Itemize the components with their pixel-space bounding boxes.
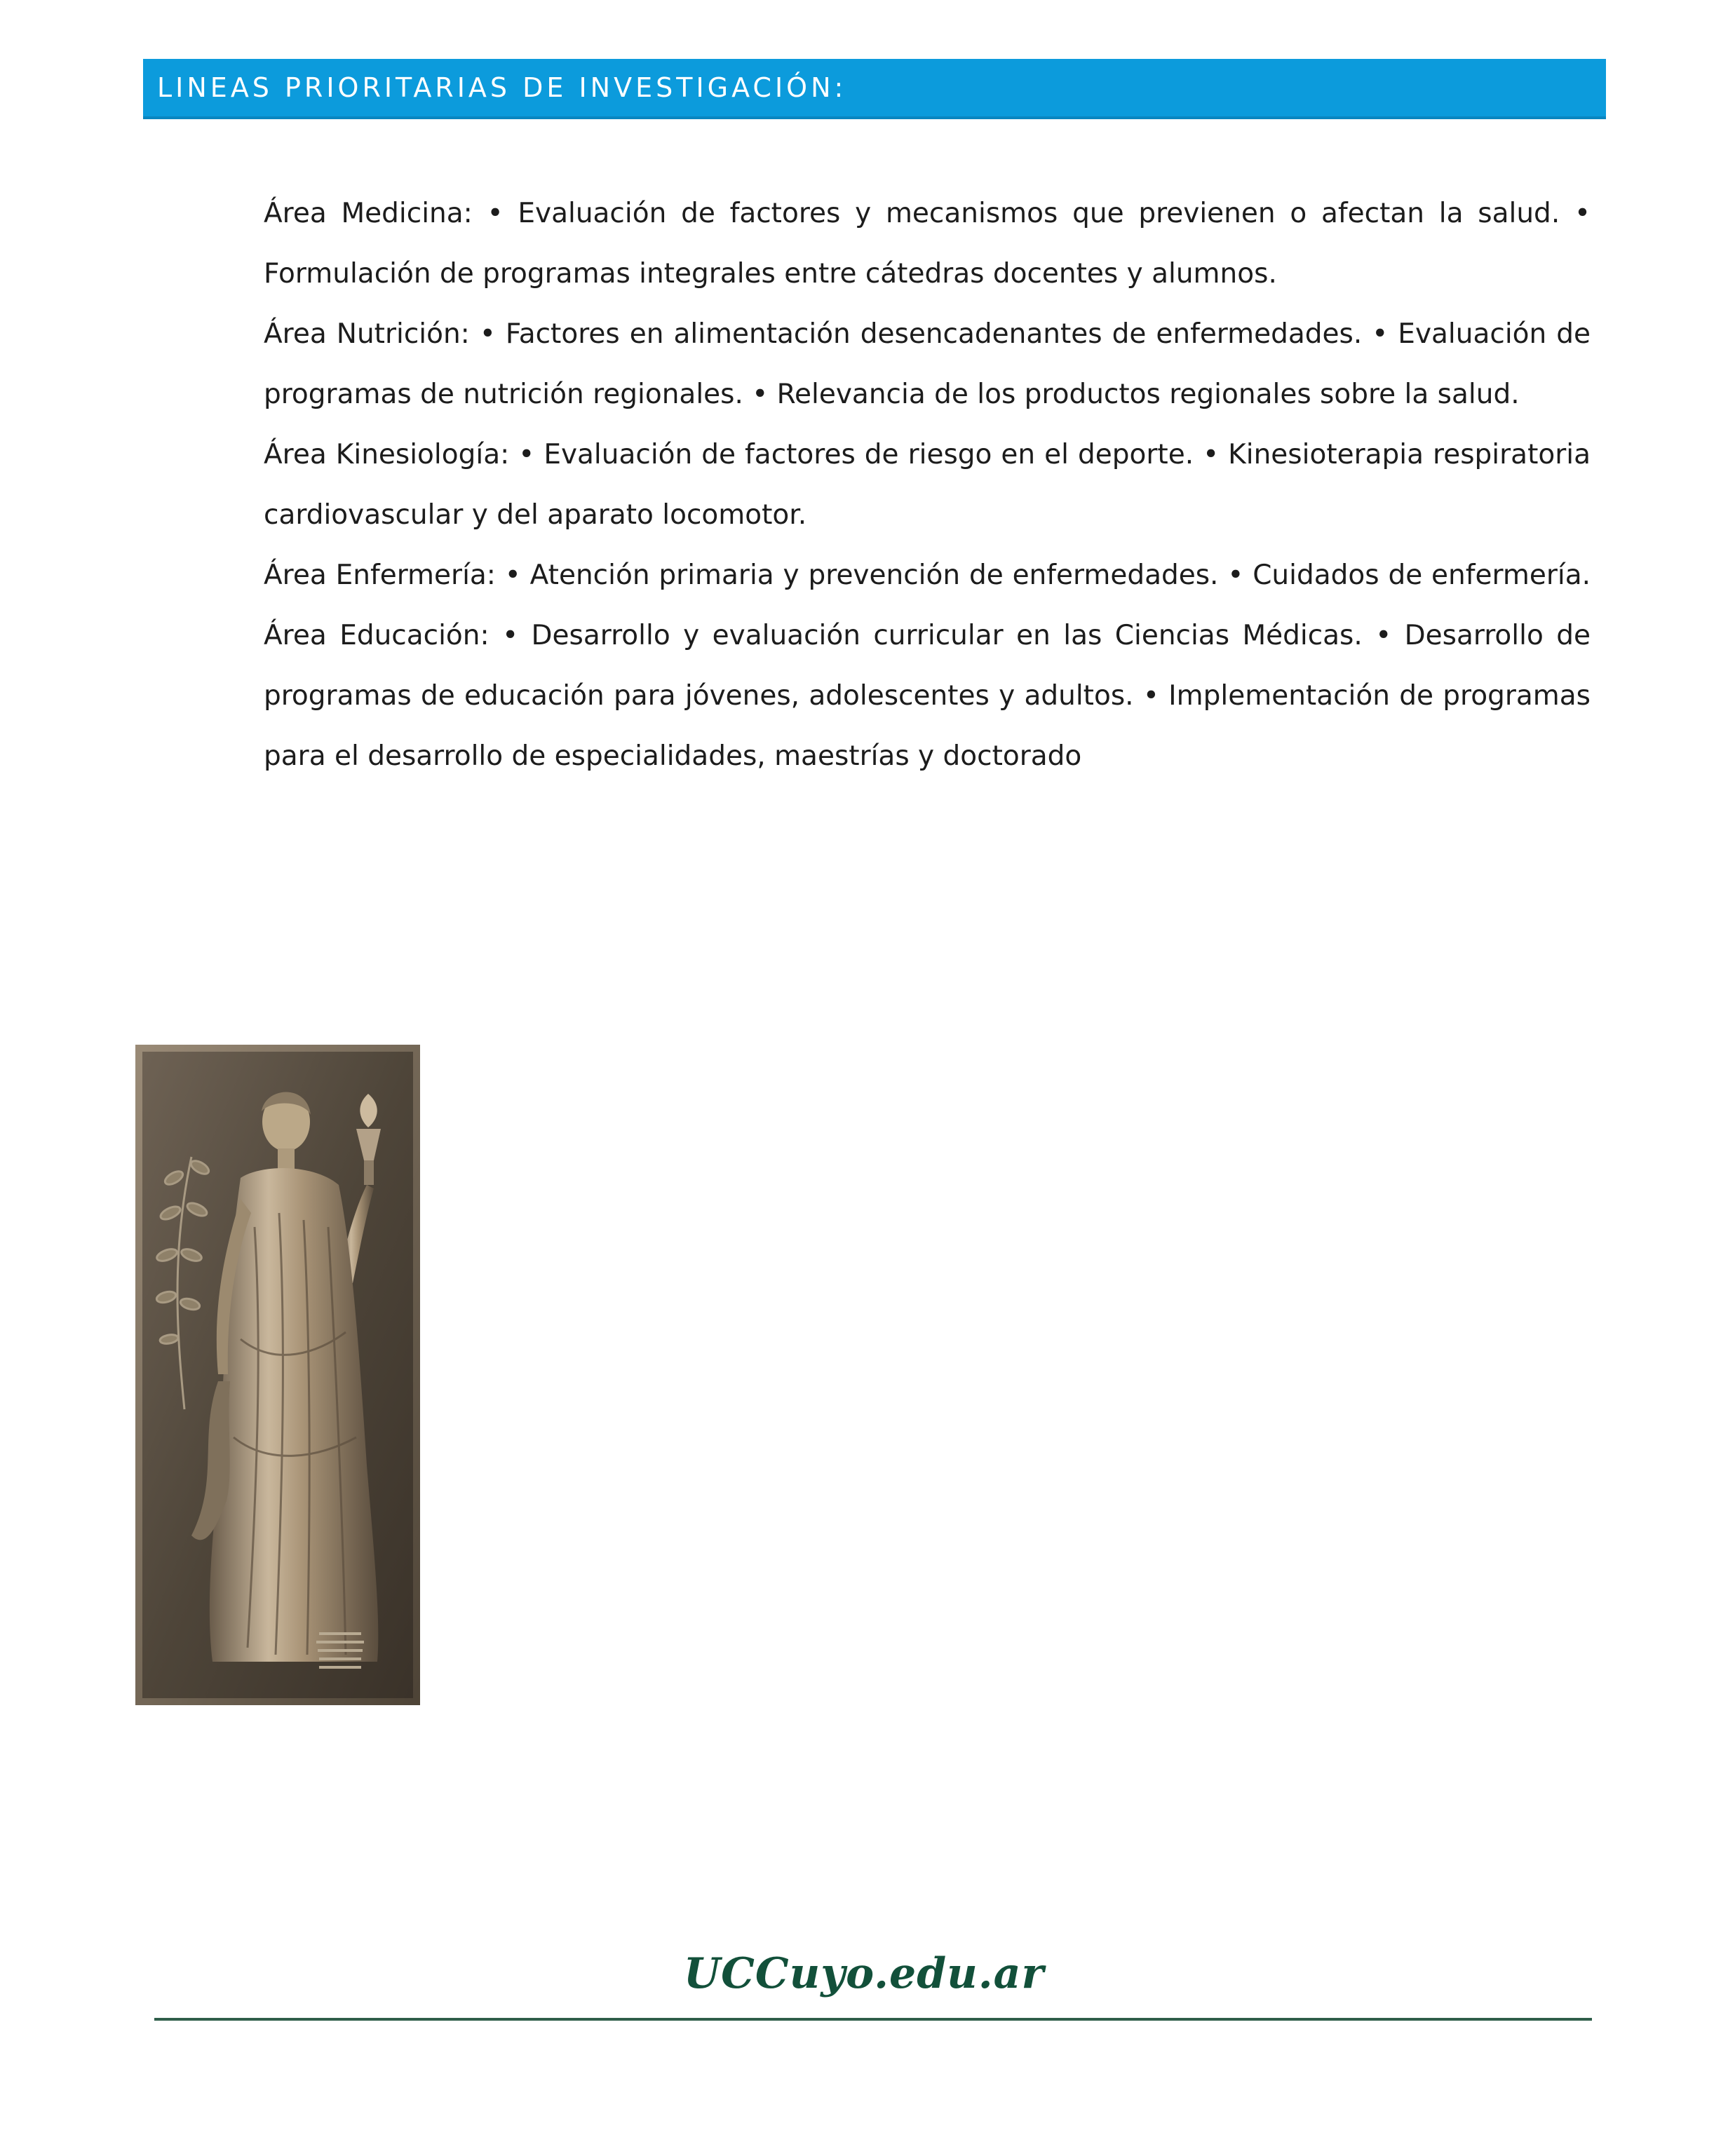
footer-brand-link[interactable]: UCCuyo.edu.ar [683,1949,1045,1998]
paragraph-nutricion: Área Nutrición: • Factores en alimentación desencadenantes de enfermedades. • Evaluación de programas de nutrición regionales. • Relevancia de los productos regionales sobre la salud. [264,318,1591,410]
footer-divider [154,2018,1592,2021]
section-title: LINEAS PRIORITARIAS DE INVESTIGACIÓN: [157,72,847,103]
paragraph-kinesiologia: Área Kinesiología: • Evaluación de factores de riesgo en el deporte. • Kinesioterapia respiratoria cardiovascular y del aparato locomotor. [264,439,1591,531]
paragraph-medicina: Área Medicina: • Evaluación de factores y mecanismos que previenen o afectan la salud. • Formulación de programas integrales entre cátedras docentes y alumnos. [264,198,1591,290]
bronze-relief-woman-with-torch-icon [135,1045,420,1705]
research-lines-text [264,184,1591,787]
section-header [143,59,1606,119]
paragraph-enfermeria-educacion: Área Enfermería: • Atención primaria y prevención de enfermedades. • Cuidados de enfermería. Área Educación: • Desarrollo y evaluación curricular en las Ciencias Médicas. • Desarrollo de programas de educación para jóvenes, adolescentes y adultos. • Implementación de programas para el desarrollo de especialidades, maestrías y doctorado [264,560,1591,772]
bronze-relief-image [135,1045,420,1705]
